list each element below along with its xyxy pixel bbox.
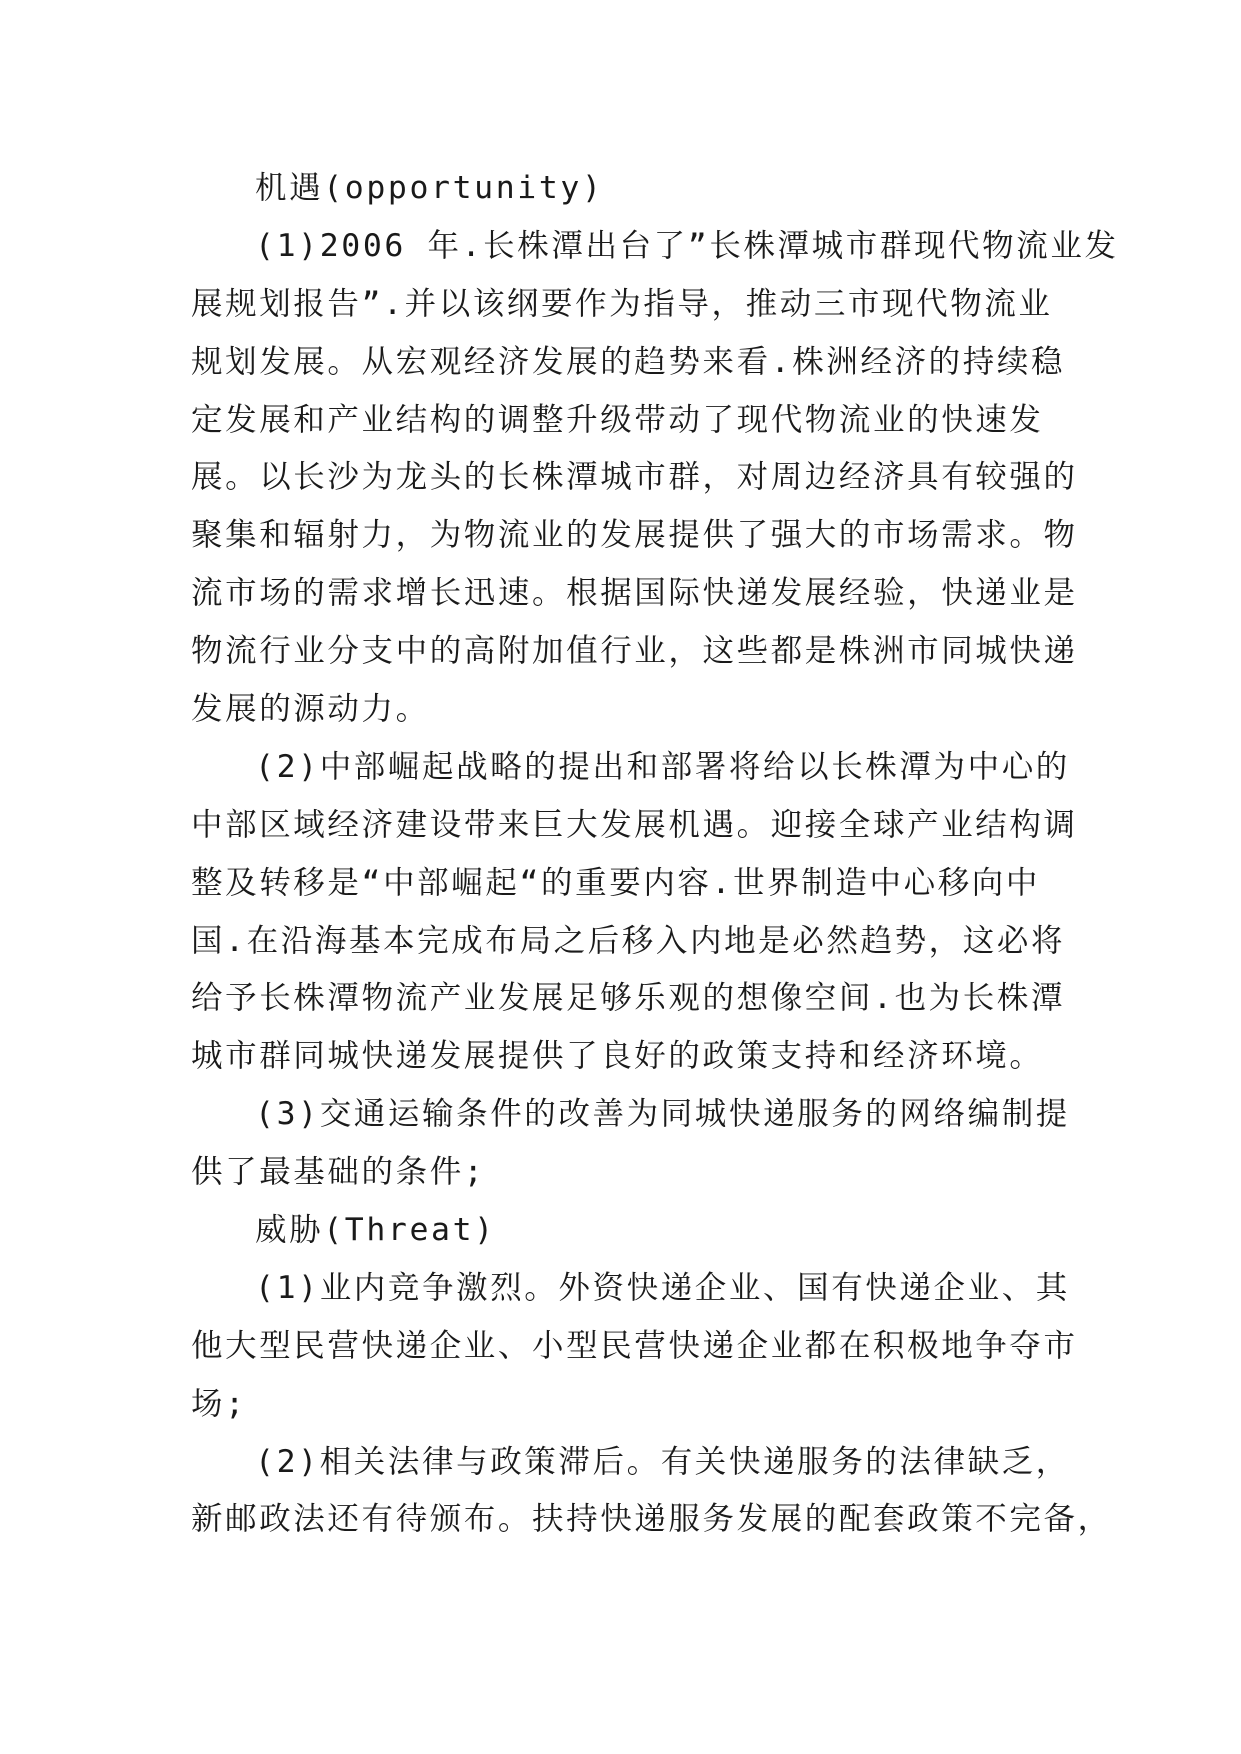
text-line: 展。以长沙为龙头的长株潭城市群，对周边经济具有较强的 <box>191 459 1078 496</box>
text-line: 场; <box>191 1385 247 1422</box>
paragraph-opportunity-1 <box>191 218 1119 739</box>
text-line: (1)业内竞争激烈。外资快递企业、国有快递企业、其 <box>255 1269 1070 1306</box>
text-line: (3)交通运输条件的改善为同城快递服务的网络编制提 <box>255 1096 1070 1133</box>
text-line: 给予长株潭物流产业发展足够乐观的想像空间.也为长株潭 <box>191 980 1066 1017</box>
text-line: 他大型民营快递企业、小型民营快递企业都在积极地争夺市 <box>191 1327 1078 1364</box>
text-line: 发展的源动力。 <box>191 691 430 728</box>
text-line: 供了最基础的条件; <box>191 1154 486 1191</box>
paragraph-opportunity-heading <box>191 160 1071 218</box>
text-line: 中部区域经济建设带来巨大发展机遇。迎接全球产业结构调 <box>191 806 1078 843</box>
text-line: 流市场的需求增长迅速。根据国际快递发展经验，快递业是 <box>191 575 1078 612</box>
text-line: 物流行业分支中的高附加值行业，这些都是株洲市同城快递 <box>191 633 1078 670</box>
paragraph-threat-heading <box>191 1202 1071 1260</box>
text-line: 整及转移是“中部崛起“的重要内容.世界制造中心移向中 <box>191 864 1040 901</box>
text-line: 城市群同城快递发展提供了良好的政策支持和经济环境。 <box>191 1038 1044 1075</box>
text-line: (2)中部崛起战略的提出和部署将给以长株潭为中心的 <box>255 748 1070 785</box>
text-line: 规划发展。从宏观经济发展的趋势来看.株洲经济的持续稳 <box>191 343 1066 380</box>
paragraph-opportunity-3 <box>191 1086 1071 1202</box>
text-line: 定发展和产业结构的调整升级带动了现代物流业的快速发 <box>191 401 1044 438</box>
paragraph-opportunity-2 <box>191 739 1078 1086</box>
text-line: 展规划报告”.并以该纲要作为指导，推动三市现代物流业 <box>191 285 1053 322</box>
paragraph-threat-2 <box>191 1434 1112 1550</box>
text-line: 机遇(opportunity) <box>255 170 604 206</box>
text-line: 威胁(Threat) <box>255 1212 496 1249</box>
text-line: (2)相关法律与政策滞后。有关快递服务的法律缺乏， <box>255 1443 1070 1480</box>
text-line: 新邮政法还有待颁布。扶持快递服务发展的配套政策不完备， <box>191 1501 1112 1538</box>
text-line: 国.在沿海基本完成布局之后移入内地是必然趋势，这必将 <box>191 922 1066 959</box>
paragraph-threat-1 <box>191 1260 1078 1434</box>
body-text <box>191 160 1119 1549</box>
text-line: 聚集和辐射力，为物流业的发展提供了强大的市场需求。物 <box>191 517 1078 554</box>
text-line: (1)2006 年.长株潭出台了”长株潭城市群现代物流业发 <box>255 227 1119 264</box>
